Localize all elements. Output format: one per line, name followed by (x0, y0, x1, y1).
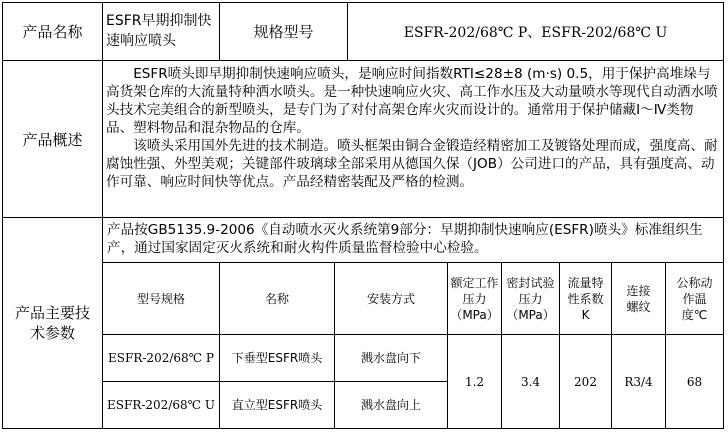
product-name-value: ESFR早期抑制快速响应喷头 (102, 3, 219, 60)
value-thread: R3/4 (611, 334, 665, 428)
col-k: 流量特性系数K (559, 262, 611, 334)
value-seal: 3.4 (501, 334, 559, 428)
label-params: 产品主要技术参数 (3, 217, 102, 428)
value-pressure: 1.2 (447, 334, 501, 428)
row2-model: ESFR-202/68℃ U (102, 381, 219, 428)
product-spec-table (2, 2, 724, 429)
col-thread: 连接螺纹 (611, 262, 665, 334)
row2-name: 直立型ESFR喷头 (219, 381, 334, 428)
col-temp: 公称动作温度℃ (665, 262, 723, 334)
row1-model: ESFR-202/68℃ P (102, 334, 219, 381)
value-temp: 68 (665, 334, 723, 428)
overview-paragraph-2: 该喷头采用国外先进的技术制造。喷头框架由铜合金锻造经精密加工及镀铬处理而成，强度高、耐腐蚀性强、外型美观；关键部件玻璃球全部采用从德国久保（JOB）公司进口的产品，具有强度高、动作可靠、响应时间快等优点。产品经精密装配及严格的检测。 (106, 138, 718, 190)
row1-install: 溅水盘向下 (334, 334, 447, 381)
overview-paragraph-1: ESFR喷头即早期抑制快速响应喷头，是响应时间指数RTI≤28±8 (m·s) 0.5，用于保护高堆垛与高货架仓库的大流量特种洒水喷头。是一种快速响应火灾、高工作水压及大动量喷水等现代自动洒水喷头技术完美组合的新型喷头，是专门为了对付高架仓库火灾而设计的。通常用于保护储藏Ⅰ～Ⅳ类物品、塑料物品和混杂物品的仓库。 (106, 66, 718, 136)
col-model: 型号规格 (102, 262, 219, 334)
col-pressure: 额定工作压力（MPa） (447, 262, 501, 334)
value-k: 202 (559, 334, 611, 428)
col-install: 安装方式 (334, 262, 447, 334)
col-name: 名称 (219, 262, 334, 334)
model-value: ESFR-202/68℃ P、ESFR-202/68℃ U (347, 3, 723, 60)
row1-name: 下垂型ESFR喷头 (219, 334, 334, 381)
label-model: 规格型号 (219, 3, 347, 60)
overview-text (102, 60, 723, 217)
row2-install: 溅水盘向上 (334, 381, 447, 428)
standard-text: 产品按GB5135.9-2006《自动喷水灭火系统第9部分：早期抑制快速响应(ESFR)喷头》标准组织生产，通过国家固定灭火系统和耐火构件质量监督检验中心检验。 (102, 217, 723, 262)
label-overview: 产品概述 (3, 60, 102, 217)
label-product-name: 产品名称 (22, 23, 83, 41)
col-seal: 密封试验压力（MPa） (501, 262, 559, 334)
